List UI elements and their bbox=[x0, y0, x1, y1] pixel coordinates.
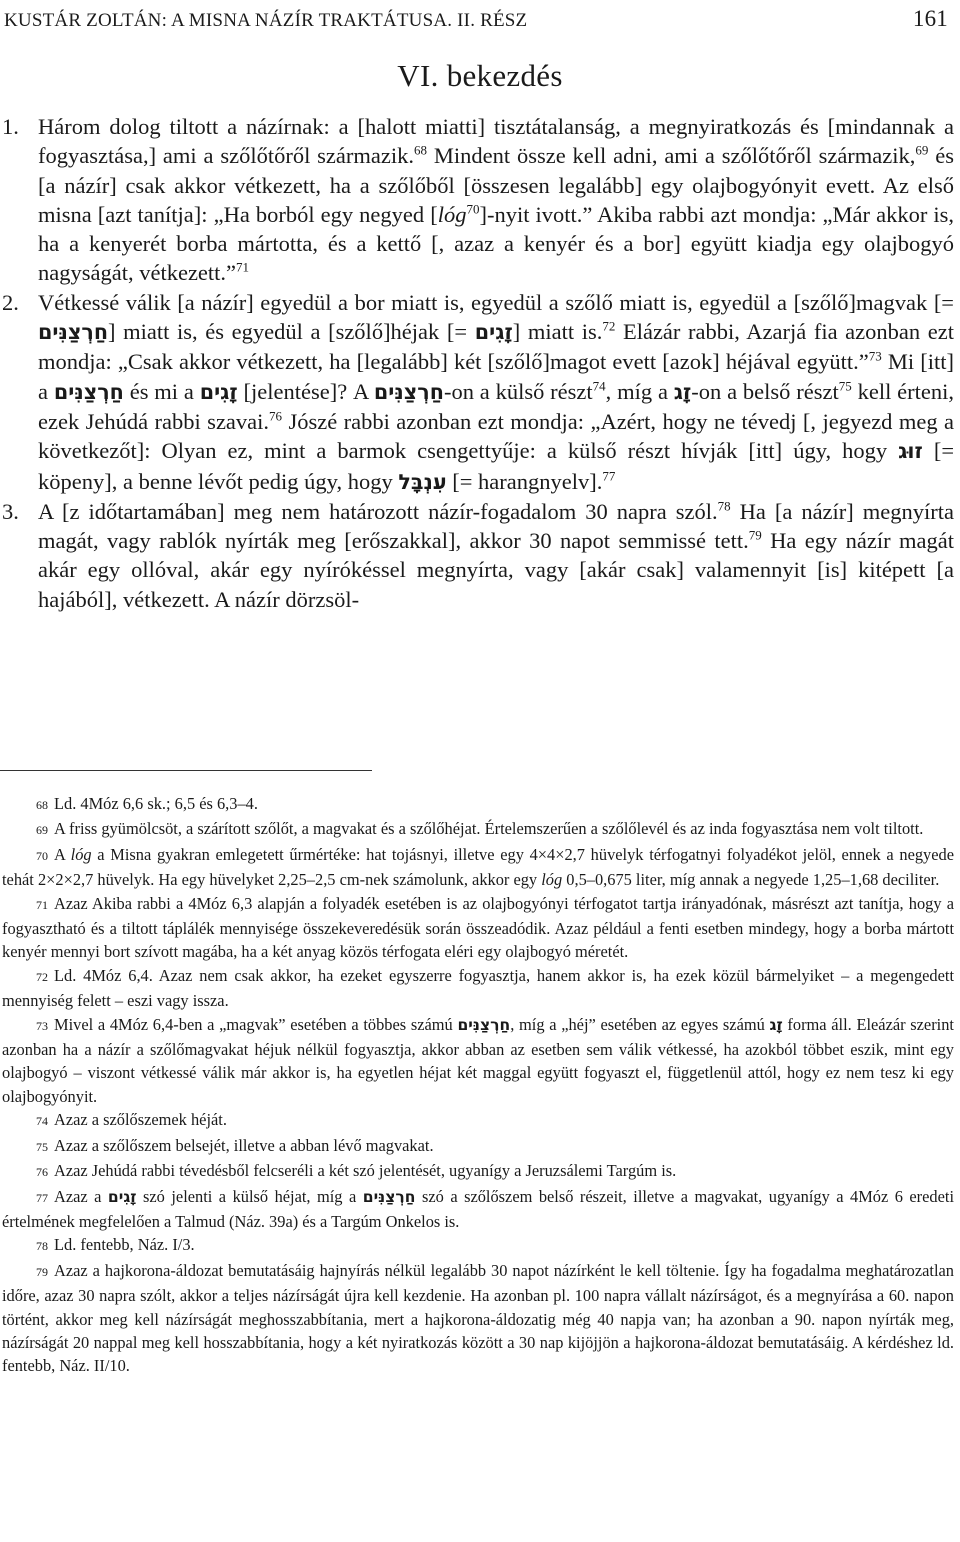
footnote-77: 77 Azaz a זָגִים szó jelenti a külső héjat, míg a חַרְצַנִּים szó a szőlőszem belső részeit, illetve a magvakat, ugyanígy a 4Móz 6 eredeti értelmének megfelelően a Talmud (Náz. 39a) és a Targúm Onkelos is. bbox=[2, 1186, 954, 1231]
section-heading: VI. bekezdés bbox=[397, 58, 563, 93]
footnote-separator bbox=[0, 770, 372, 771]
footnote-number: 79 bbox=[36, 1264, 48, 1279]
footnote-number: 70 bbox=[36, 848, 48, 863]
hebrew-word: זָגִים bbox=[474, 320, 513, 345]
footnote-ref: 74 bbox=[592, 378, 606, 394]
footnote-number: 74 bbox=[36, 1114, 48, 1129]
footnote-ref: 79 bbox=[748, 527, 762, 543]
footnote-number: 71 bbox=[36, 897, 48, 912]
hebrew-word: חַרְצַנִּים bbox=[38, 320, 109, 345]
footnote-number: 75 bbox=[36, 1139, 48, 1154]
hebrew-word: זָגִים bbox=[107, 1187, 137, 1206]
footnote-number: 69 bbox=[36, 823, 48, 838]
footnote-75: 75 Azaz a szőlőszem belsejét, illetve a abban lévő magvakat. bbox=[36, 1135, 434, 1155]
hebrew-word: זוּג bbox=[898, 439, 923, 464]
footnote-79: 79 Azaz a hajkorona-áldozat bemutatásáig hajnyírás nélkül legalább 30 napot názírként le kell töltenie. Így ha fogadalma meghatározatlan időre, azaz 30 napra szólt, akkor a teljes názírságát újra kell kezdenie. Ha azonban pl. 100 napra vállalt názírságot, és a megnyírása a 60. napon történt, akkor meg kell názírságát meghosszabbítania, mert a hajkorona-áldozatig még 40 napja van; ha azonban a 90. napon nyírták meg, názírságát 20 nappal meg kell hosszabbítania, hogy a két nyiratkozás között a 30 nap kijöjjön a hajkorona-áldozat bemutatásáig. A kérdéshez ld. fentebb, Náz. II/10. bbox=[2, 1260, 954, 1376]
footnote-68: 68 Ld. 4Móz 6,6 sk.; 6,5 és 6,3–4. bbox=[36, 794, 258, 813]
footnote-number: 77 bbox=[36, 1190, 48, 1205]
footnote-73: 73 Mivel a 4Móz 6,4-ben a „magvak” esetében a többes számú חַרְצַנִּים, míg a „héj” esetében az egyes számú זָג forma áll. Eleázár szerint azonban ha a názír a szőlőmagvakat héjuk nélkül fogyasztja, akkor abban az esetben sem válik vétkessé, ha azokból többet eszik, mint egy olajbogyó – viszont vétkessé válik már akkor is, ha egyetlen héjat két maggal együtt fogyaszt el, függetlenül attól, hogy ez nem tesz ki egy olajbogyónyit. bbox=[2, 1014, 954, 1106]
footnote-ref: 72 bbox=[602, 318, 616, 334]
hebrew-word: חַרְצַנִּים bbox=[457, 1015, 511, 1034]
paragraph-2: 2. Vétkessé válik [a názír] egyedül a bor miatt is, egyedül a szőlő miatt is, egyedül a [szőlő]magvak [= חַרְצַנִּים] miatt is, és egyedül a [szőlő]héjak [= זָגִים] miatt is.$^{72}$ Elázár rabbi, Azarjá fia azonban ezt mondja: „Csak akkor vétkezett, ha [legalább] két [szőlő]magot evett [azok] héjával együtt.”$^{73}$ Mi [itt] a חַרְצַנִּים és mi a זָגִים [jelentése]? A חַרְצַנִּים-on a külső részt$^{74}$, míg a זָג-on a belső részt$^{75}$ kell érteni, ezek Jehúdá rabbi szavai.$^{76}$ Jószé rabbi azonban ezt mondja: „Azért, hogy ne tévedj [, jegyezd meg a következőt]: Olyan ez, mint a barmok csengettyűje: a külső részt hívják [itt] úgy, hogy זוּג [= köpeny], a benne lévőt pedig úgy, hogy עִנְבָּל [= harangnyelv].$^{77}$ bbox=[2, 289, 955, 494]
paragraph-3: 3. A [z időtartamában] meg nem határozott názír-fogadalom 30 napra szól.$^{78}$ Ha [a názír] megnyírta magát, vagy rablók nyírták meg [erőszakkal], akkor 30 napot semmissé tett.$^{79}$ Ha egy názír magát akár egy ollóval, akár egy nyírókéssel megnyírta, vagy [akár csak] valamennyit [is] kitépett [a hajából], vétkezett. A názír dörzsöl- bbox=[2, 498, 954, 612]
footnote-ref: 69 bbox=[915, 142, 929, 158]
footnote-ref: 75 bbox=[838, 378, 852, 394]
hebrew-word: זָג bbox=[673, 379, 692, 404]
footnote-ref: 68 bbox=[414, 142, 427, 158]
footnote-78: 78 Ld. fentebb, Náz. I/3. bbox=[36, 1235, 195, 1255]
main-text bbox=[2, 112, 955, 614]
footnotes bbox=[2, 792, 954, 1378]
hebrew-word: חַרְצַנִּים bbox=[362, 1187, 416, 1206]
footnote-72: 72 Ld. 4Móz 6,4. Azaz nem csak akkor, ha ezeket egyszerre fogyasztja, hanem akkor is, ha ezek közül bármelyiket – a megengedett mennyiség felett – eszi vagy issza. bbox=[2, 965, 954, 1011]
paragraph-number: 3. bbox=[2, 498, 19, 524]
paragraph-number: 2. bbox=[2, 289, 19, 315]
hebrew-word: חַרְצַנִּים bbox=[53, 379, 124, 404]
footnote-76: 76 Azaz Jehúdá rabbi tévedésből felcseréli a két szó jelentését, ugyanígy a Jeruzsálemi Targúm is. bbox=[36, 1161, 677, 1181]
footnote-69: 69 A friss gyümölcsöt, a szárított szőlőt, a magvakat és a szőlőhéjat. Értelemszerűen a szőlőlevél és az inda fogyasztása nem volt tiltott. bbox=[36, 819, 924, 839]
hebrew-word: עִנְבָּל bbox=[398, 469, 447, 494]
footnote-70: 70 A lóg a Misna gyakran emlegetett űrmértéke: hat tojásnyi, illetve egy 4×4×2,7 hüvelyk térfogatnyi folyadékot jelöl, ennek a negyede tehát 2×2×2,7 hüvelyk. Ha egy hüvelyket 2,25–2,5 cm-nek számolunk, akkor egy lóg 0,5–0,675 liter, míg annak a negyede 1,25–1,68 deciliter. bbox=[2, 844, 954, 890]
hebrew-word: זָג bbox=[769, 1015, 783, 1034]
footnote-number: 72 bbox=[36, 969, 48, 984]
footnote-ref: 76 bbox=[269, 408, 283, 424]
paragraph-number: 1. bbox=[2, 114, 19, 139]
paragraph-1: 1. Három dolog tiltott a názírnak: a [halott miatti] tisztátalanság, a megnyiratkozás és [mindannak a fogyasztása,] ami a szőlőtőről származik.$^{68}$ Mindent össze kell adni, ami a szőlőtőről származik,$^{69}$ és [a názír] csak akkor vétkezett, ha a szőlőből [összesen legalább] egy olajbogyónyit evett. Az első misna [azt tanítja]: „Ha borból egy negyed [lóg$^{70}$]-nyit ivott.” Akiba rabbi azt mondja: „Már akkor is, ha a kenyerét borba mártotta, és a kettő [, azaz a kenyér és a bor] együtt kiadja egy olajbogyó nagyságát, vétkezett.”$^{71}$ bbox=[2, 114, 954, 286]
hebrew-word: זָגִים bbox=[199, 379, 238, 404]
footnote-71: 71 Azaz Akiba rabbi a 4Móz 6,3 alapján a folyadék esetében is az olajbogyónyi térfogatot tartja irányadónak, másrészt azt tanítja, hogy a fogyasztható és a tiltott táplálék mennyisége összekeveredésük során összeadódik. Azaz például a fenti esetben mindegy, hogy a borba mártott kenyér mennyi bort szívott magába, ha a két anyag közös térfogata eléri egy olajbogyó méretét. bbox=[2, 893, 954, 962]
running-title: KUSTÁR ZOLTÁN: A MISNA NÁZÍR TRAKTÁTUSA. II. RÉSZ bbox=[4, 10, 528, 31]
hebrew-word: חַרְצַנִּים bbox=[373, 379, 444, 404]
footnote-ref: 70 bbox=[466, 201, 480, 217]
page-number: 161 bbox=[912, 6, 948, 31]
footnote-ref: 78 bbox=[717, 498, 731, 514]
footnote-number: 78 bbox=[36, 1239, 48, 1254]
footnote-ref: 77 bbox=[602, 468, 616, 484]
footnote-number: 73 bbox=[36, 1018, 48, 1033]
footnote-ref: 73 bbox=[868, 348, 882, 364]
footnote-number: 76 bbox=[36, 1165, 48, 1180]
footnote-ref: 71 bbox=[236, 259, 250, 275]
footnote-74: 74 Azaz a szőlőszemek héját. bbox=[36, 1110, 227, 1130]
footnote-number: 68 bbox=[36, 798, 48, 812]
running-header bbox=[4, 6, 952, 32]
